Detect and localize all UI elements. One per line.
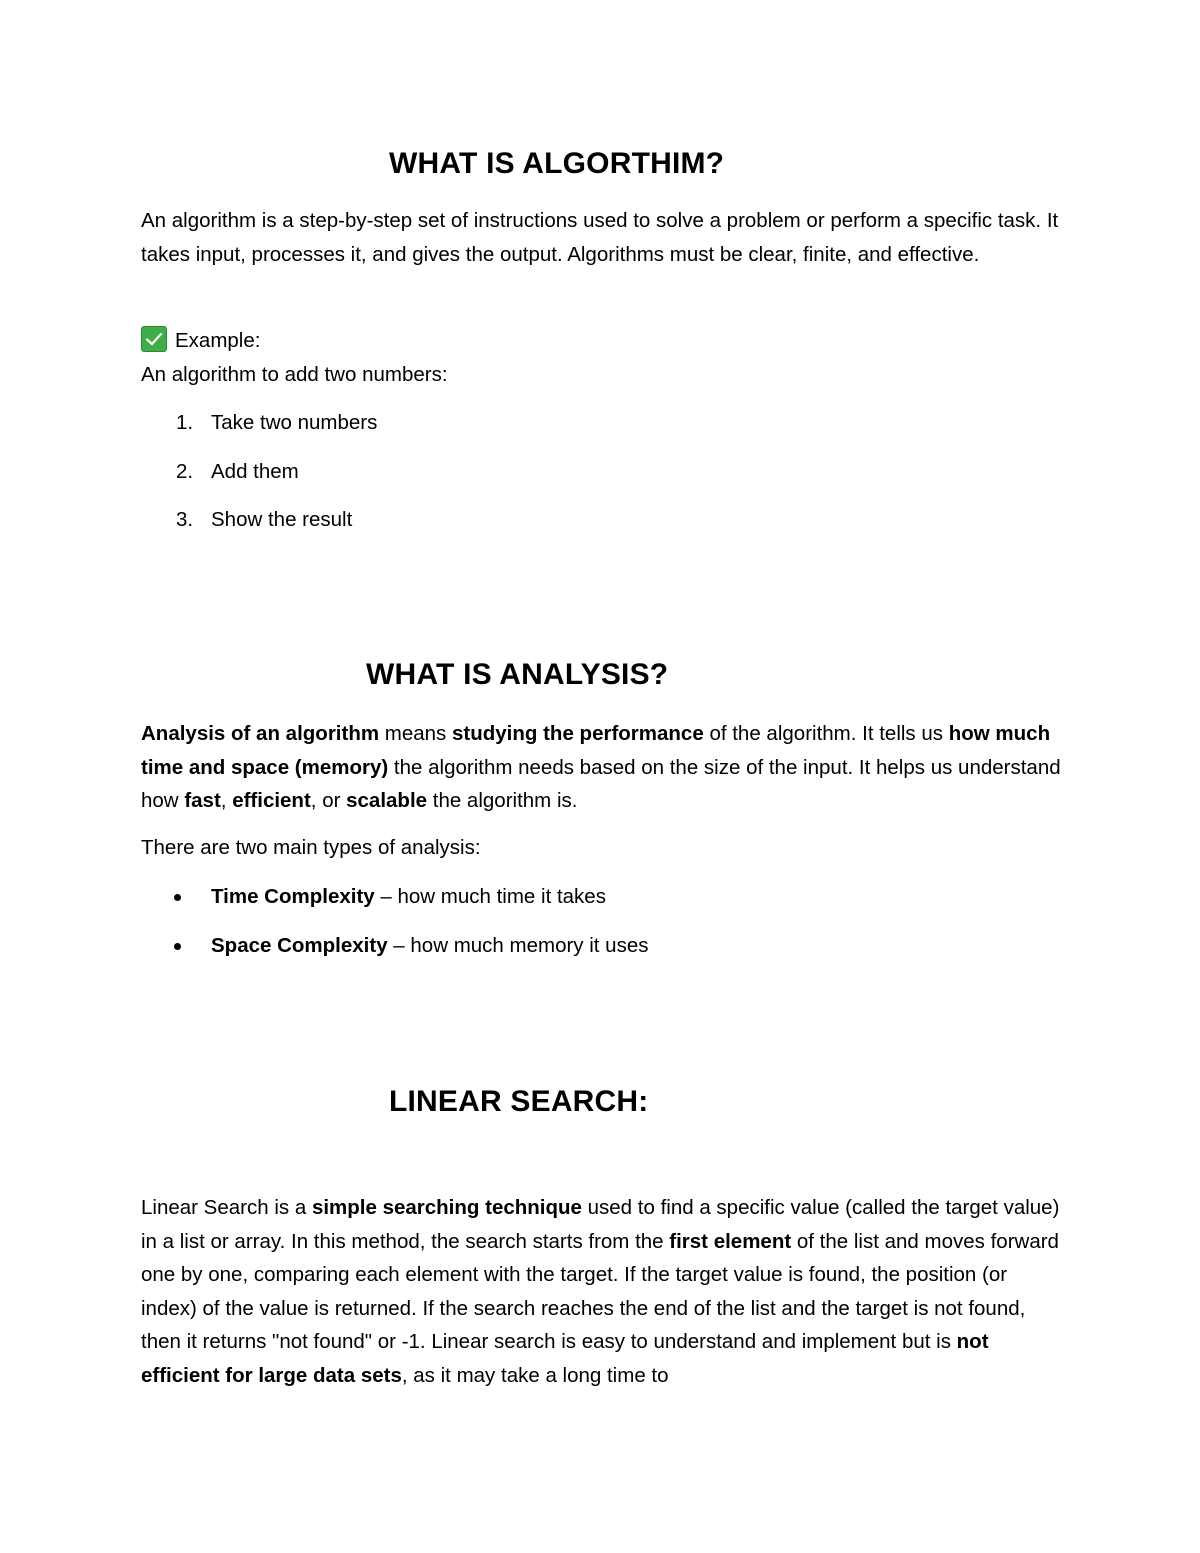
heading-what-is-algorithm: WHAT IS ALGORTHIM? (389, 147, 725, 180)
example-label: Example: (175, 329, 261, 352)
list-number: 1. (176, 411, 194, 434)
linear-search-paragraph (141, 1191, 1061, 1392)
text-run: the algorithm needs based on the size of the input. It helps us understand how (141, 755, 1061, 812)
analysis-types-intro: There are two main types of analysis: (141, 836, 481, 859)
bullet-icon (174, 943, 181, 950)
text-run: of the list and moves forward one by one, comparing each element with the target. If the target value is found, the position (or index) of the value is returned. If the search reaches the end of the list and the target is not found, then it returns "not found" or -1. Linear search is easy to understand and implement but is (141, 1229, 1059, 1353)
text-run: – how much memory it uses (387, 934, 649, 957)
text-run: the algorithm is. (427, 789, 578, 812)
text-run: , as it may take a long time to (401, 1363, 669, 1387)
example-intro: An algorithm to add two numbers: (141, 363, 448, 386)
bold-text: simple searching technique (311, 1196, 582, 1219)
bold-text: scalable (346, 789, 428, 812)
text-run: of the algorithm. It tells us (703, 722, 949, 745)
text-run: Linear Search is a (141, 1196, 312, 1219)
bold-text: studying the performance (452, 722, 704, 745)
bold-text: Time Complexity (211, 885, 375, 908)
list-number: 2. (176, 460, 194, 483)
bold-text: how much time and space (memory) (141, 722, 1051, 779)
list-text: Take two numbers (211, 411, 378, 434)
bold-text: fast (184, 789, 221, 812)
example-label-row (141, 326, 260, 355)
bullet-text (211, 932, 649, 960)
list-text: Show the result (211, 508, 353, 531)
bold-text: efficient (232, 789, 311, 812)
text-run: , (220, 789, 233, 812)
heading-linear-search: LINEAR SEARCH: (389, 1085, 649, 1118)
bullet-text (211, 883, 606, 911)
bold-text: first element (669, 1229, 792, 1253)
list-text: Add them (211, 460, 299, 483)
heading-what-is-analysis: WHAT IS ANALYSIS? (366, 658, 669, 691)
bullet-icon (174, 894, 181, 901)
algorithm-definition-paragraph: An algorithm is a step-by-step set of instructions used to solve a problem or perform a specific task. It takes input, processes it, and gives the output. Algorithms must be clear, finite, and effective. (141, 209, 1059, 266)
list-number: 3. (176, 508, 194, 531)
check-mark-icon (141, 326, 167, 352)
bold-text: Space Complexity (211, 934, 388, 957)
analysis-definition-paragraph (141, 717, 1061, 818)
text-run: means (379, 722, 452, 745)
text-run: , or (310, 789, 347, 812)
text-run: used to find a specific value (called the target value) in a list or array. In this method, the search starts from the (141, 1196, 1060, 1253)
text-run: – how much time it takes (374, 885, 606, 908)
bold-text: not efficient for large data sets (141, 1330, 989, 1387)
bold-text: Analysis of an algorithm (141, 722, 380, 745)
